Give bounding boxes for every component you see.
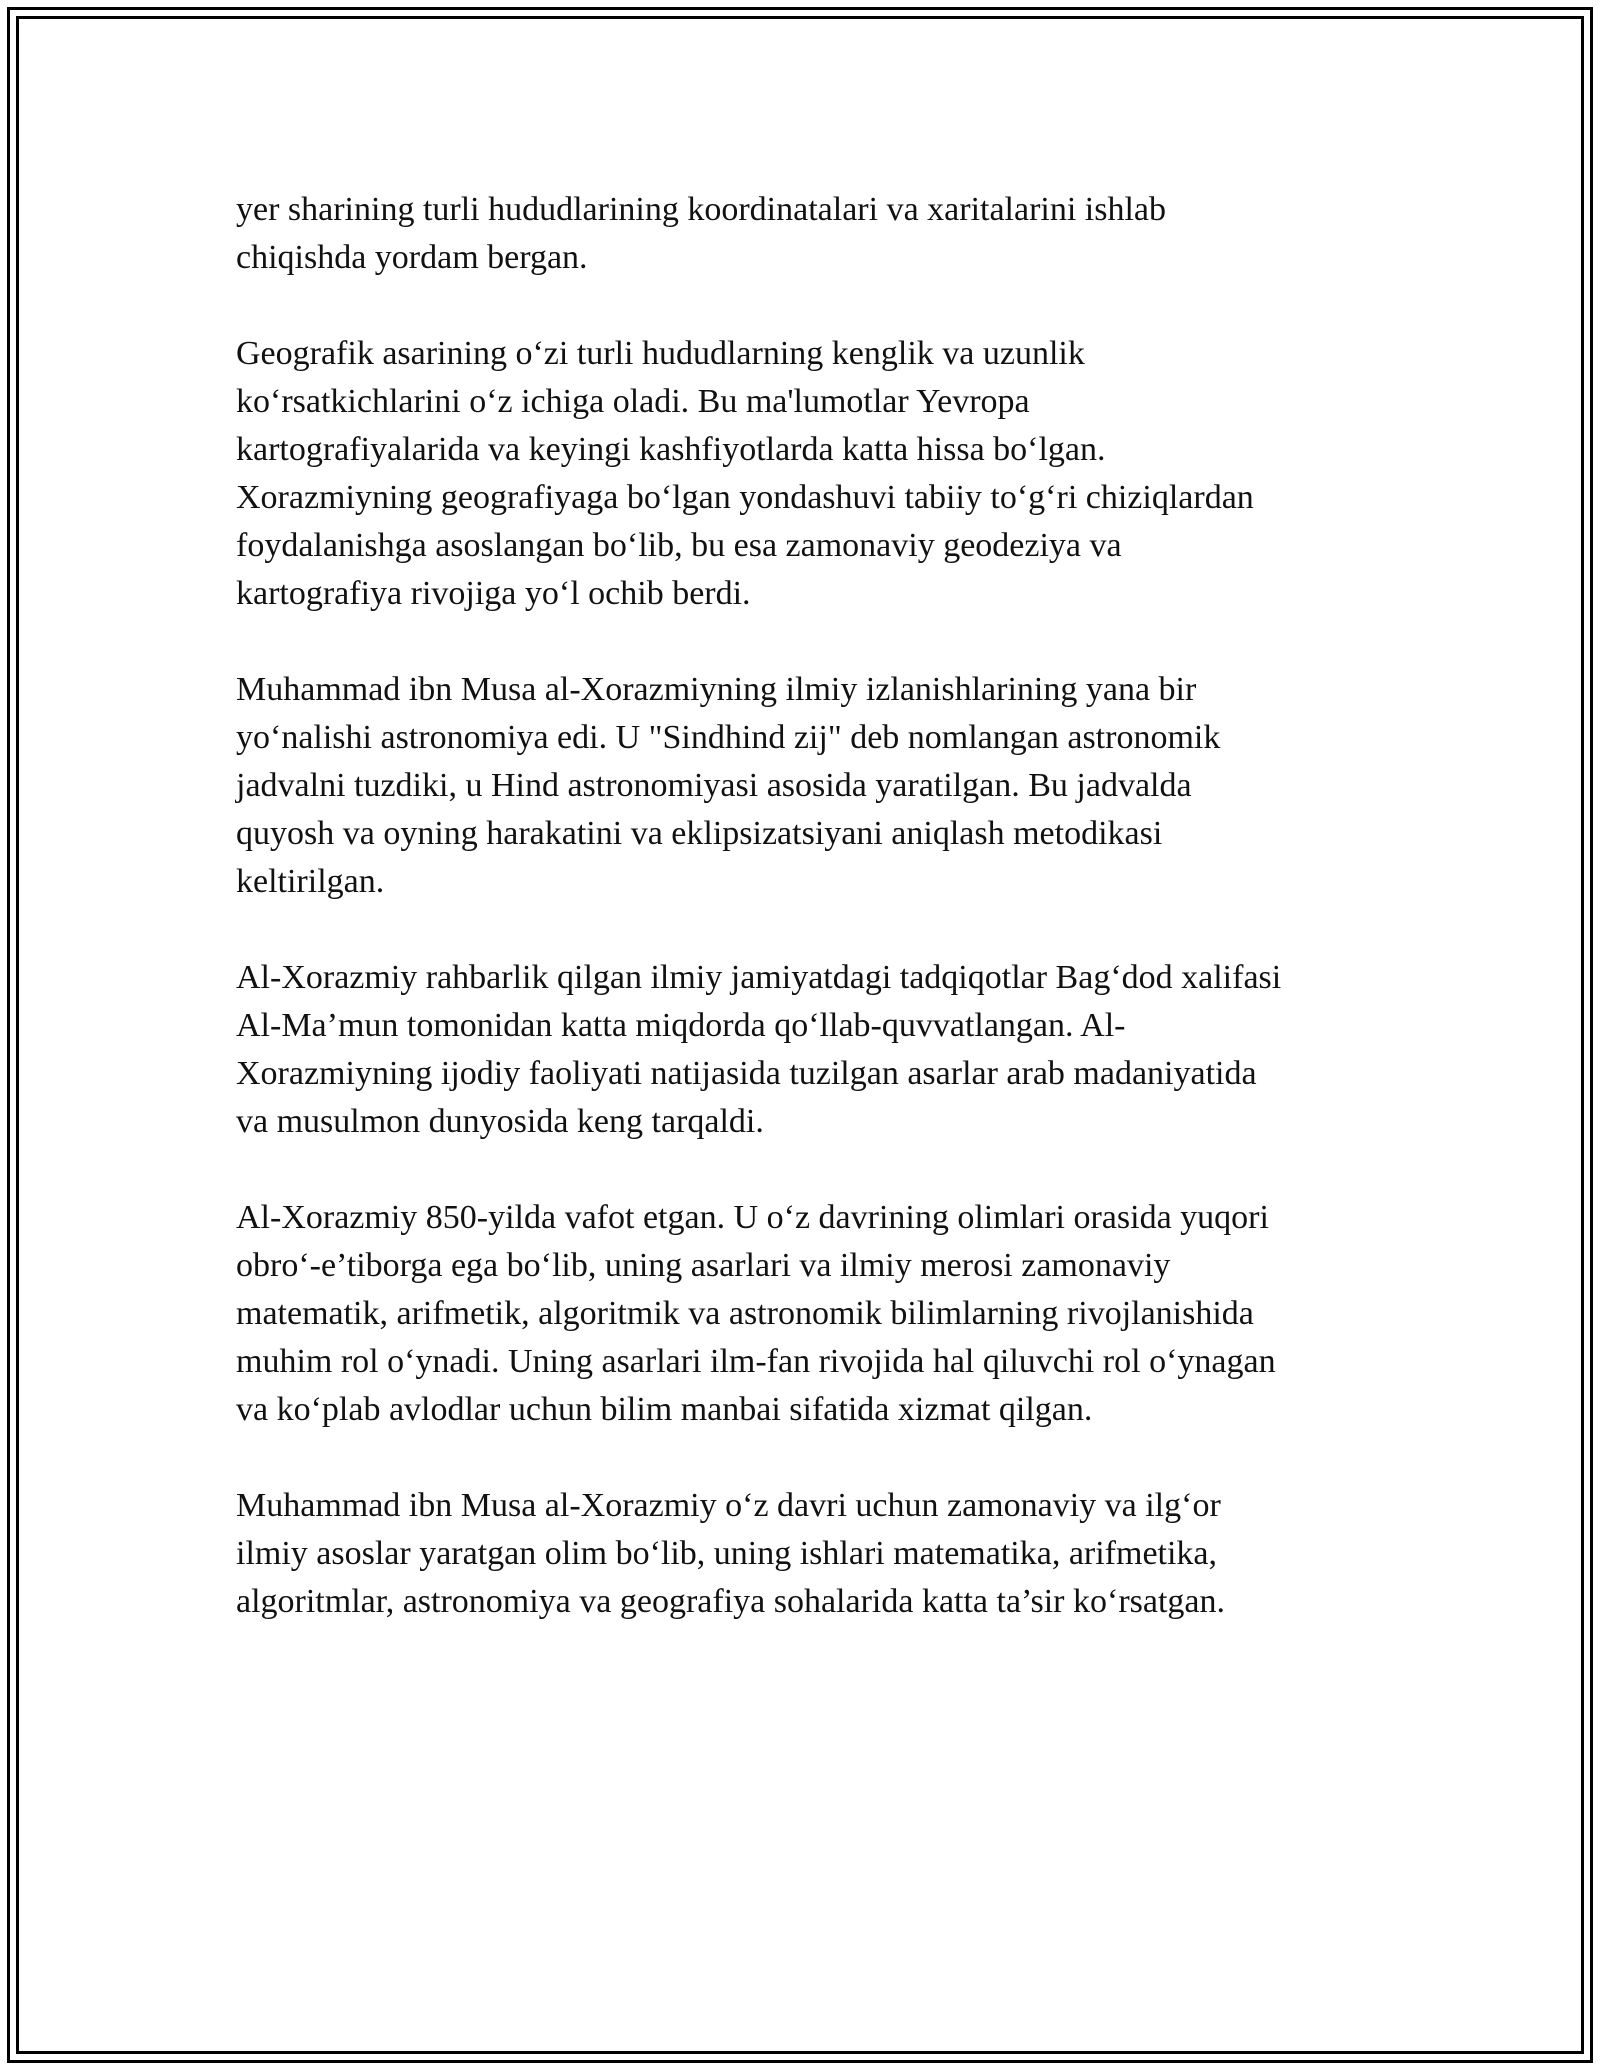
paragraph-1 [236,186,1376,282]
paragraph-6 [236,1482,1376,1626]
text-line: muhim rol o‘ynadi. Uning asarlari ilm-fan rivojida hal qiluvchi rol o‘ynagan [236,1343,1276,1380]
text-line: Geografik asarining o‘zi turli hududlarning kenglik va uzunlik [236,335,1085,372]
text-line: matematik, arifmetik, algoritmik va astronomik bilimlarning rivojlanishida [236,1295,1254,1332]
text-line: Xorazmiyning geografiyaga bo‘lgan yondashuvi tabiiy to‘g‘ri chiziqlardan [236,479,1254,516]
text-line: chiqishda yordam bergan. [236,239,588,276]
text-line: keltirilgan. [236,863,385,900]
paragraph-3 [236,666,1376,906]
text-line: ilmiy asoslar yaratgan olim bo‘lib, uning ishlari matematika, arifmetika, [236,1535,1218,1572]
paragraph-5 [236,1194,1376,1434]
text-line: kartografiya rivojiga yo‘l ochib berdi. [236,575,751,612]
text-line: Al-Ma’mun tomonidan katta miqdorda qo‘llab-quvvatlangan. Al- [236,1007,1126,1044]
text-line: yo‘nalishi astronomiya edi. U "Sindhind zij" deb nomlangan astronomik [236,719,1221,756]
text-line: yer sharining turli hududlarining koordinatalari va xaritalarini ishlab [236,191,1167,228]
text-line: Muhammad ibn Musa al-Xorazmiy o‘z davri uchun zamonaviy va ilg‘or [236,1487,1221,1524]
text-line: quyosh va oyning harakatini va eklipsizatsiyani aniqlash metodikasi [236,815,1163,852]
document-body [236,186,1376,1674]
text-line: jadvalni tuzdiki, u Hind astronomiyasi asosida yaratilgan. Bu jadvalda [236,767,1192,804]
text-line: va ko‘plab avlodlar uchun bilim manbai sifatida xizmat qilgan. [236,1391,1093,1428]
text-line: foydalanishga asoslangan bo‘lib, bu esa zamonaviy geodeziya va [236,527,1122,564]
text-line: Muhammad ibn Musa al-Xorazmiyning ilmiy izlanishlarining yana bir [236,671,1197,708]
text-line: Al-Xorazmiy 850-yilda vafot etgan. U o‘z davrining olimlari orasida yuqori [236,1199,1269,1236]
text-line: ko‘rsatkichlarini o‘z ichiga oladi. Bu ma'lumotlar Yevropa [236,383,1030,420]
text-line: algoritmlar, astronomiya va geografiya sohalarida katta ta’sir ko‘rsatgan. [236,1583,1226,1620]
text-line: va musulmon dunyosida keng tarqaldi. [236,1103,764,1140]
text-line: Xorazmiyning ijodiy faoliyati natijasida tuzilgan asarlar arab madaniyatida [236,1055,1257,1092]
text-line: Al-Xorazmiy rahbarlik qilgan ilmiy jamiyatdagi tadqiqotlar Bag‘dod xalifasi [236,959,1282,996]
text-line: kartografiyalarida va keyingi kashfiyotlarda katta hissa bo‘lgan. [236,431,1106,468]
text-line: obro‘-e’tiborga ega bo‘lib, uning asarlari va ilmiy merosi zamonaviy [236,1247,1171,1284]
paragraph-2 [236,330,1376,618]
paragraph-4 [236,954,1376,1146]
